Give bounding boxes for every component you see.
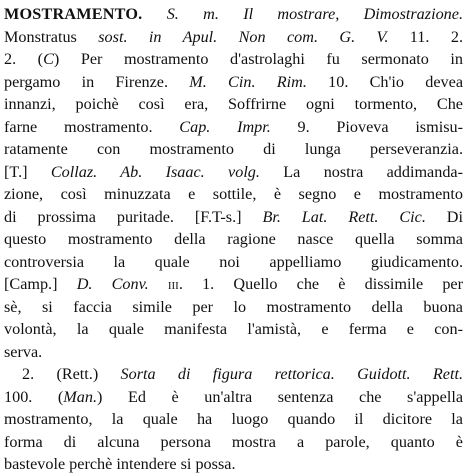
text-segment: zione, così minuzzata e sottile, è segno e mostramento: [4, 185, 463, 203]
italic-segment: D. Conv.: [76, 275, 149, 293]
text-segment: La nostra addimanda-: [259, 162, 463, 181]
text-segment: pergamo in Firenze.: [4, 72, 190, 91]
text-segment: [Camp.]: [4, 275, 77, 293]
entry-line: [4, 183, 463, 206]
entry-line: [4, 386, 463, 409]
italic-segment: C: [43, 50, 54, 68]
entry-line: [4, 48, 463, 71]
text-segment: farne mostramento.: [4, 117, 180, 136]
text-segment: [149, 275, 168, 293]
text-segment: bastevole perchè intendere si possa.: [4, 455, 236, 473]
entry-line: [4, 71, 463, 94]
text-segment: di prossima puritade. [F.T-s.]: [4, 207, 263, 226]
text-segment: Di: [425, 207, 463, 226]
entry-line: [4, 341, 463, 364]
text-segment: . 1. Quello che è dissimile per: [178, 275, 463, 293]
text-segment: forma di alcuna persona mostra a parole, quanto è: [4, 432, 463, 451]
text-segment: mostramento, la quale ha luogo quando il dicitore la: [4, 410, 463, 428]
text-segment: controversia la quale noi appelliamo giudicamento.: [4, 252, 463, 271]
italic-segment: sost. in Apul. Non com. G. V.: [98, 27, 389, 46]
italic-segment: S. m. Il mostrare, Dimostrazione.: [166, 5, 463, 23]
entry-line: [4, 3, 463, 26]
text-segment: 9. Pioveva ismisu-: [270, 117, 463, 136]
text-segment: ) Per mostramento d'astrolaghi fu sermonato in: [53, 50, 463, 68]
dictionary-entry: [4, 3, 463, 476]
italic-segment: M. Cin. Rim.: [189, 72, 307, 91]
text-segment: 11. 2.: [388, 27, 463, 46]
entry-line: [4, 206, 463, 229]
entry-line: [4, 138, 463, 161]
small-caps-segment: iii: [167, 275, 179, 293]
italic-segment: Br. Lat. Rett. Cic.: [262, 207, 426, 226]
entry-line: [4, 408, 463, 431]
italic-segment: Sorta di figura rettorica. Guidott. Rett.: [120, 365, 463, 383]
entry-line: [4, 251, 463, 274]
text-segment: Monstratus: [4, 27, 99, 46]
text-segment: ratamente con mostramento di lunga perseveranzia.: [4, 140, 463, 158]
entry-line: [4, 273, 463, 296]
text-segment: innanzi, poichè così era, Soffrirne ogni tormento, Che: [4, 95, 463, 113]
entry-line: [4, 93, 463, 116]
italic-segment: Cap. Impr.: [179, 117, 271, 136]
text-segment: [142, 5, 166, 23]
entry-line: [4, 431, 463, 454]
headword: MOSTRAMENTO.: [4, 5, 143, 23]
entry-line: [4, 26, 463, 49]
text-segment: [T.]: [4, 162, 51, 181]
entry-line: [4, 296, 463, 319]
entry-line: [4, 453, 463, 476]
entry-line: [4, 363, 463, 386]
entry-line: [4, 161, 463, 184]
text-segment: volontà, la quale manifesta l'amistà, e ferma e con-: [4, 320, 463, 338]
text-segment: 100. (: [4, 387, 64, 406]
text-segment: ) Ed è un'altra sentenza che s'appella: [97, 387, 463, 406]
text-segment: serva.: [4, 342, 43, 361]
entry-line: [4, 228, 463, 251]
italic-segment: Man.: [63, 387, 98, 406]
text-segment: 2. (: [4, 50, 44, 68]
entry-line: [4, 116, 463, 139]
entry-line: [4, 318, 463, 341]
text-segment: questo mostramento della ragione nasce quella somma: [4, 230, 463, 248]
text-segment: 2. (Rett.): [22, 365, 121, 383]
text-segment: sè, si faccia simile per lo mostramento della buona: [4, 297, 463, 316]
italic-segment: Collaz. Ab. Isaac. volg.: [50, 162, 260, 181]
text-segment: 10. Ch'io devea: [306, 72, 463, 91]
